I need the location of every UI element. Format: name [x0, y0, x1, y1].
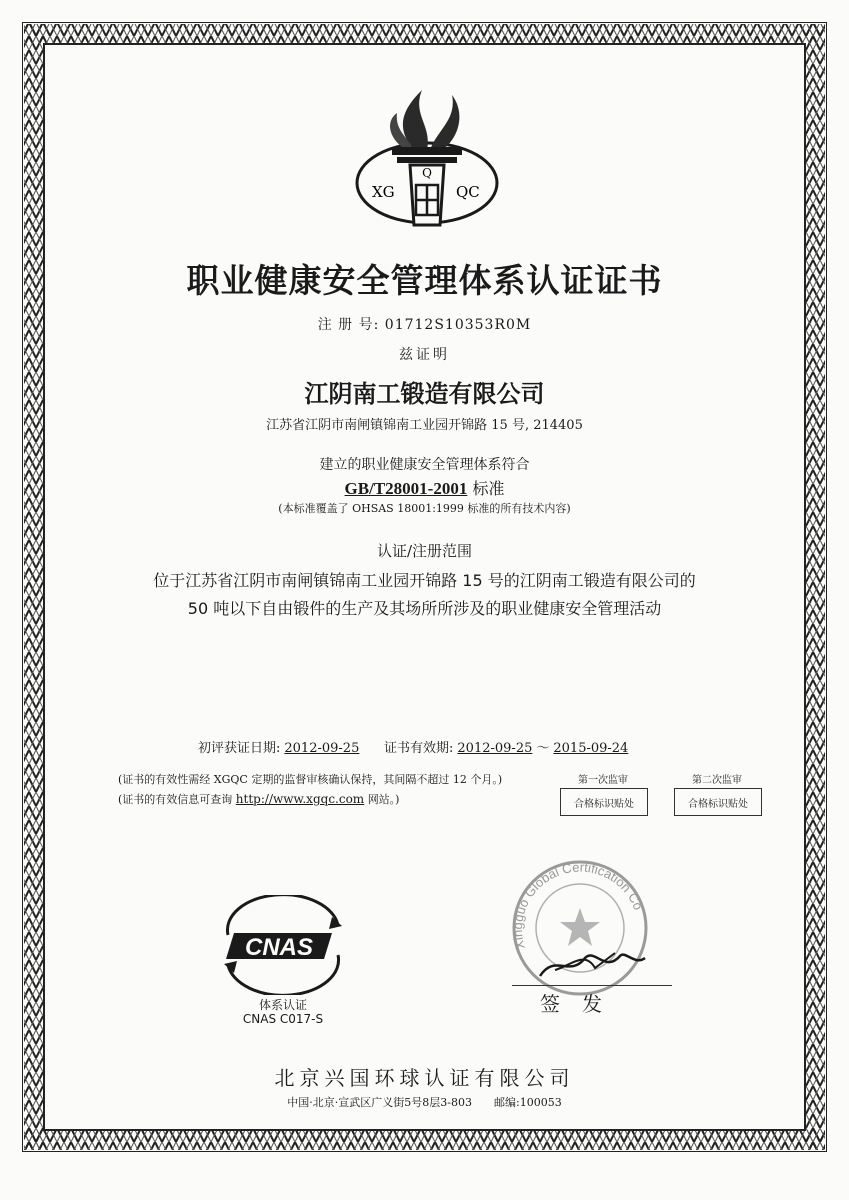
logo-text-left: XG — [372, 183, 395, 201]
validity-note: (证书的有效性需经 XGQC 定期的监督审核确认保持，其间隔不超过 12 个月。) — [118, 773, 503, 786]
issuer-address: 中国·北京·宣武区广义街5号8层3-803 邮编:100053 — [287, 1096, 562, 1109]
standard-line — [0, 476, 849, 499]
company-address: 江苏省江阴市南闸镇锦南工业园开锦路 15 号, 214405 — [266, 418, 583, 433]
cnas-logo — [208, 895, 358, 995]
website-link[interactable]: http://www.xgqc.com — [235, 792, 365, 806]
cnas-caption-1: 体系认证 — [258, 998, 307, 1012]
initial-date-label: 初评获证日期: — [198, 741, 281, 756]
standard-code: GB/T28001-2001 — [344, 479, 468, 498]
audit1-box: 合格标识贴处 — [560, 788, 648, 816]
initial-date: 2012-09-25 — [284, 741, 360, 756]
cnas-logo-text: CNAS — [244, 934, 314, 961]
website-note-suffix: 网站。) — [367, 793, 400, 806]
website-note — [118, 791, 399, 807]
validity-label: 证书有效期: — [384, 741, 454, 756]
standard-note: (本标准覆盖了 OHSAS 18001:1999 标准的所有技术内容) — [278, 502, 571, 515]
established-statement: 建立的职业健康安全管理体系符合 — [319, 457, 530, 473]
audit2-label: 第二次监审 — [692, 775, 742, 786]
seal-text: Xingguo Global Certification Co — [509, 859, 647, 952]
scope-title: 认证/注册范围 — [376, 542, 473, 560]
issuer-name: 北京兴国环球认证有限公司 — [274, 1066, 575, 1090]
tilde: ～ — [536, 741, 550, 756]
company-name: 江阴南工锻造有限公司 — [304, 380, 545, 408]
audit2-box: 合格标识贴处 — [674, 788, 762, 816]
xgqc-logo — [352, 85, 502, 230]
scope-line-2: 50 吨以下自由锻件的生产及其场所所涉及的职业健康安全管理活动 — [187, 599, 662, 618]
standard-suffix: 标准 — [472, 479, 505, 498]
cnas-caption-2: CNAS C017-S — [242, 1012, 324, 1026]
logo-box-letter: Q — [422, 166, 432, 180]
registration-number: 注 册 号: 01712S10353R0M — [317, 317, 532, 333]
signature-line — [512, 985, 672, 986]
company-seal — [495, 858, 665, 998]
certify-label: 兹证明 — [399, 347, 450, 363]
date-line — [198, 737, 632, 756]
signature-label: 签发 — [540, 992, 624, 1016]
website-note-prefix: (证书的有效信息可查询 — [118, 793, 233, 806]
audit1-label: 第一次监审 — [578, 775, 628, 786]
valid-to: 2015-09-24 — [553, 741, 629, 756]
certificate-title: 职业健康安全管理体系认证证书 — [186, 261, 663, 300]
scope-line-1: 位于江苏省江阴市南闸镇锦南工业园开锦路 15 号的江阴南工锻造有限公司的 — [153, 571, 696, 590]
logo-text-right: QC — [456, 183, 480, 201]
valid-from: 2012-09-25 — [457, 741, 533, 756]
